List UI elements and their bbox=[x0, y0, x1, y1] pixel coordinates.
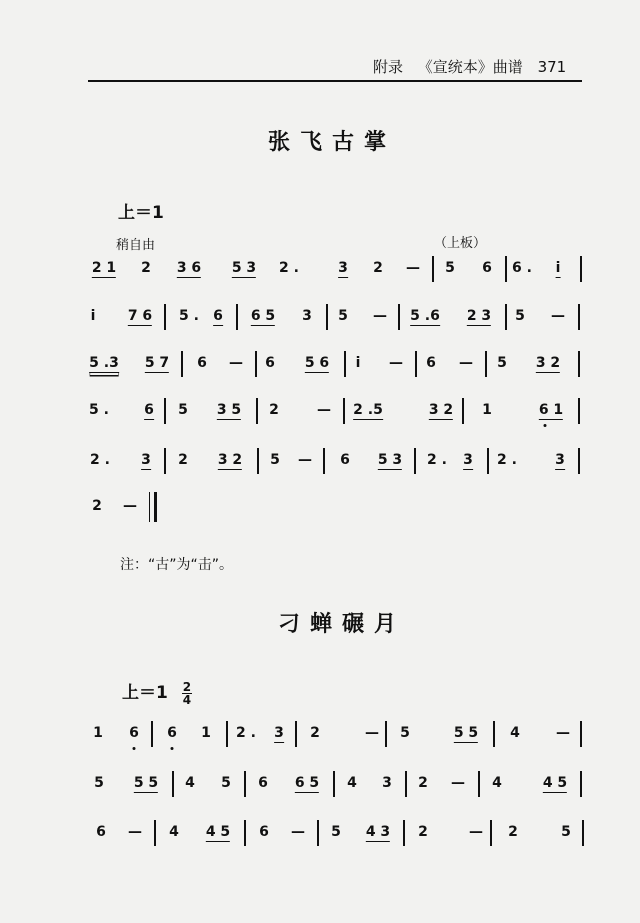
note-group: — bbox=[291, 824, 305, 840]
note-group: — bbox=[317, 402, 331, 418]
note-group: 3 2 bbox=[428, 402, 454, 418]
barline bbox=[580, 771, 582, 797]
octave-dot-below bbox=[133, 747, 136, 750]
barline bbox=[164, 398, 166, 424]
note-group: 5 .3 bbox=[89, 355, 119, 371]
note-group: 3 bbox=[302, 308, 312, 324]
note-group: 4 bbox=[185, 775, 195, 791]
piece1-section-marker: （上板） bbox=[434, 236, 487, 251]
note-group: 7 6 bbox=[127, 308, 153, 324]
barline bbox=[255, 351, 257, 377]
note-group: 2 .5 bbox=[353, 402, 383, 418]
note-group: 3 2 bbox=[535, 355, 561, 371]
final-barline bbox=[149, 492, 157, 522]
note-group: 1 bbox=[482, 402, 492, 418]
time-signature-denominator: 4 bbox=[182, 692, 192, 707]
barline bbox=[257, 448, 259, 474]
barline bbox=[405, 771, 407, 797]
note-group: 5 bbox=[221, 775, 231, 791]
note-group: 5 bbox=[497, 355, 507, 371]
note-group: 6 bbox=[340, 452, 350, 468]
barline bbox=[403, 820, 405, 846]
time-signature-numerator: 2 bbox=[182, 679, 192, 694]
note-group: i bbox=[355, 355, 361, 371]
note-group: 6 bbox=[129, 725, 139, 741]
piece1-note: 注：“古”为“击”。 bbox=[120, 557, 234, 573]
note-group: 3 bbox=[555, 452, 565, 468]
note-group: 4 bbox=[492, 775, 502, 791]
note-group: 6 bbox=[167, 725, 177, 741]
note-group: — bbox=[556, 725, 570, 741]
barline bbox=[226, 721, 228, 747]
note-group: 5 6 bbox=[304, 355, 330, 371]
page-number: 371 bbox=[537, 58, 567, 76]
barline bbox=[343, 398, 345, 424]
note-group: 6 bbox=[96, 824, 106, 840]
note-group: 5 bbox=[515, 308, 525, 324]
note-group: 6 bbox=[265, 355, 275, 371]
note-group: 2 . bbox=[236, 725, 256, 741]
note-group: 3 bbox=[382, 775, 392, 791]
note-group: 6 5 bbox=[250, 308, 276, 324]
note-group: 2 bbox=[418, 824, 428, 840]
note-group: — bbox=[365, 725, 379, 741]
barline bbox=[317, 820, 319, 846]
note-group: 2 1 bbox=[91, 260, 117, 276]
note-group: — bbox=[389, 355, 403, 371]
note-group: 6 bbox=[213, 308, 223, 324]
note-group: 5 . bbox=[89, 402, 109, 418]
note-group: 6 bbox=[482, 260, 492, 276]
note-group: — bbox=[459, 355, 473, 371]
note-group: 5 bbox=[270, 452, 280, 468]
note-group: 1 bbox=[201, 725, 211, 741]
barline bbox=[244, 771, 246, 797]
barline bbox=[578, 351, 580, 377]
piece2-title: 刁蝉碾月 bbox=[278, 612, 407, 637]
note-group: 6 bbox=[258, 775, 268, 791]
note-group: — bbox=[128, 824, 142, 840]
barline bbox=[415, 351, 417, 377]
barline bbox=[580, 721, 582, 747]
note-group: — bbox=[451, 775, 465, 791]
note-group: 5 bbox=[338, 308, 348, 324]
barline bbox=[493, 721, 495, 747]
note-group: 2 . bbox=[497, 452, 517, 468]
note-group: 2 . bbox=[279, 260, 299, 276]
barline bbox=[505, 304, 507, 330]
barline bbox=[582, 820, 584, 846]
barline bbox=[414, 448, 416, 474]
piece2-key-text: 上＝1 bbox=[122, 683, 168, 703]
note-group: 4 5 bbox=[542, 775, 568, 791]
barline bbox=[385, 721, 387, 747]
octave-dot-below bbox=[544, 424, 547, 427]
barline bbox=[578, 448, 580, 474]
note-group: 5 5 bbox=[133, 775, 159, 791]
note-group: 6 1 bbox=[538, 402, 564, 418]
note-group: 5 7 bbox=[144, 355, 170, 371]
note-group: 5 bbox=[445, 260, 455, 276]
note-group: 5 5 bbox=[453, 725, 479, 741]
piece1-title: 张飞古掌 bbox=[268, 130, 397, 155]
barline bbox=[256, 398, 258, 424]
note-group: — bbox=[373, 308, 387, 324]
note-group: 2 3 bbox=[466, 308, 492, 324]
note-group: 6 bbox=[197, 355, 207, 371]
note-group: — bbox=[469, 824, 483, 840]
note-group: 5 bbox=[400, 725, 410, 741]
barline bbox=[323, 448, 325, 474]
note-group: 5 bbox=[178, 402, 188, 418]
note-group: 5 bbox=[94, 775, 104, 791]
barline bbox=[487, 448, 489, 474]
note-group: 2 bbox=[141, 260, 151, 276]
note-group: 5 .6 bbox=[410, 308, 440, 324]
note-group: 2 bbox=[178, 452, 188, 468]
note-group: 4 bbox=[510, 725, 520, 741]
note-group: 4 3 bbox=[365, 824, 391, 840]
note-group: 3 5 bbox=[216, 402, 242, 418]
note-group: 3 bbox=[274, 725, 284, 741]
note-group: — bbox=[298, 452, 312, 468]
barline bbox=[432, 256, 434, 282]
barline bbox=[295, 721, 297, 747]
barline bbox=[490, 820, 492, 846]
note-group: 6 bbox=[144, 402, 154, 418]
note-group: 6 bbox=[259, 824, 269, 840]
note-group: 5 bbox=[561, 824, 571, 840]
note-group: — bbox=[551, 308, 565, 324]
note-group: 3 bbox=[338, 260, 348, 276]
barline bbox=[164, 448, 166, 474]
barline bbox=[344, 351, 346, 377]
note-group: 3 bbox=[463, 452, 473, 468]
note-group: 6 bbox=[426, 355, 436, 371]
barline bbox=[326, 304, 328, 330]
barline bbox=[164, 304, 166, 330]
barline bbox=[578, 398, 580, 424]
note-group: 3 6 bbox=[176, 260, 202, 276]
note-group: 6 . bbox=[512, 260, 532, 276]
barline bbox=[172, 771, 174, 797]
note-group: — bbox=[229, 355, 243, 371]
barline bbox=[478, 771, 480, 797]
header-book: 《宣统本》曲谱 bbox=[417, 58, 523, 76]
note-group: i bbox=[90, 308, 96, 324]
barline bbox=[505, 256, 507, 282]
barline bbox=[151, 721, 153, 747]
note-group: 5 bbox=[331, 824, 341, 840]
note-group: 2 bbox=[92, 498, 102, 514]
barline bbox=[462, 398, 464, 424]
note-group: 3 2 bbox=[217, 452, 243, 468]
barline bbox=[154, 820, 156, 846]
barline bbox=[580, 256, 582, 282]
note-group: 1 bbox=[93, 725, 103, 741]
barline bbox=[578, 304, 580, 330]
barline bbox=[485, 351, 487, 377]
barline bbox=[236, 304, 238, 330]
note-group: 4 5 bbox=[205, 824, 231, 840]
note-group: 5 . bbox=[179, 308, 199, 324]
piece1-tempo: 稍自由 bbox=[116, 238, 156, 253]
note-group: 2 bbox=[508, 824, 518, 840]
note-group: 2 bbox=[269, 402, 279, 418]
note-group: 3 bbox=[141, 452, 151, 468]
note-group: 5 3 bbox=[231, 260, 257, 276]
note-group: 4 bbox=[169, 824, 179, 840]
note-group: i bbox=[555, 260, 561, 276]
header-section: 附录 bbox=[373, 58, 404, 76]
note-group: 2 bbox=[418, 775, 428, 791]
barline bbox=[398, 304, 400, 330]
piece1-key: 上＝1 bbox=[118, 203, 164, 223]
note-group: 2 . bbox=[427, 452, 447, 468]
note-group: 5 3 bbox=[377, 452, 403, 468]
note-group: 2 . bbox=[90, 452, 110, 468]
note-group: — bbox=[406, 260, 420, 276]
barline bbox=[244, 820, 246, 846]
note-group: — bbox=[123, 498, 137, 514]
barline bbox=[181, 351, 183, 377]
barline bbox=[333, 771, 335, 797]
octave-dot-below bbox=[171, 747, 174, 750]
note-group: 6 5 bbox=[294, 775, 320, 791]
note-group: 2 bbox=[310, 725, 320, 741]
note-group: 2 bbox=[373, 260, 383, 276]
note-group: 4 bbox=[347, 775, 357, 791]
